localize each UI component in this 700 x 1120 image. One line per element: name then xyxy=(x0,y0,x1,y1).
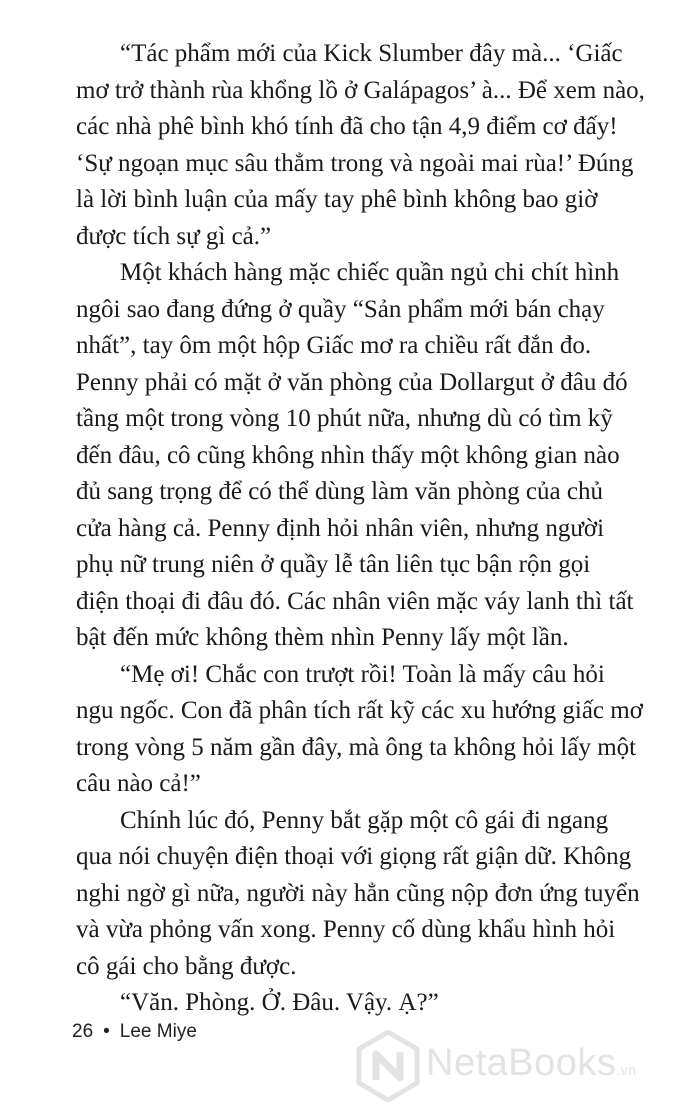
page-number: 26 xyxy=(72,1021,94,1042)
text-line: được tích sự gì cả.” xyxy=(76,222,272,250)
text-line: qua nói chuyện điện thoại với giọng rất giận dữ. Không xyxy=(76,843,632,870)
text-line: đủ sang trọng để có thể dùng làm văn phòng của chủ xyxy=(76,478,603,505)
page-footer xyxy=(72,1021,197,1043)
text-line: ngôi sao đang đứng ở quầy “Sản phẩm mới bán chạy xyxy=(76,295,605,323)
text-line: cô gái cho bằng được. xyxy=(76,952,297,980)
watermark-text xyxy=(426,1042,637,1085)
text-line: điện thoại đi đâu đó. Các nhân viên mặc váy lanh thì tất xyxy=(76,587,634,615)
text-line: đến đâu, cô cũng không nhìn thấy một không gian nào xyxy=(76,441,620,469)
text-line: ‘Sự ngoạn mục sâu thẳm trong và ngoài mai rùa!’ Đúng xyxy=(76,149,634,177)
page-body-text xyxy=(76,36,684,1022)
text-line: Penny phải có mặt ở văn phòng của Dollargut ở đâu đó xyxy=(76,368,628,396)
netabooks-logo-icon xyxy=(356,1030,420,1102)
footer-bullet: • xyxy=(103,1021,110,1042)
text-line: nghi ngờ gì nữa, người này hẳn cũng nộp đơn ứng tuyển xyxy=(76,879,640,907)
watermark-brand: NetaBooks xyxy=(426,1042,617,1084)
netabooks-watermark xyxy=(356,1028,696,1108)
text-line: và vừa phỏng vấn xong. Penny cố dùng khẩu hình hỏi xyxy=(76,916,616,943)
text-line: ngu ngốc. Con đã phân tích rất kỹ các xu hướng giấc mơ xyxy=(76,697,643,724)
text-line: là lời bình luận của mấy tay phê bình không bao giờ xyxy=(76,186,598,213)
text-line: các nhà phê bình khó tính đã cho tận 4,9 điểm cơ đấy! xyxy=(76,113,618,140)
text-line: nhất”, tay ôm một hộp Giấc mơ ra chiều rất đắn đo. xyxy=(76,332,592,359)
watermark-suffix: .vn xyxy=(616,1062,637,1078)
text-line: Chính lúc đó, Penny bắt gặp một cô gái đi ngang xyxy=(120,806,609,834)
text-line: trong vòng 5 năm gần đây, mà ông ta không hỏi lấy một xyxy=(76,733,637,761)
text-line: cửa hàng cả. Penny định hỏi nhân viên, nhưng người xyxy=(76,514,605,542)
text-line: bật đến mức không thèm nhìn Penny lấy một lần. xyxy=(76,624,569,651)
text-line: tầng một trong vòng 10 phút nữa, nhưng dù có tìm kỹ xyxy=(76,405,613,432)
text-line: câu nào cả!” xyxy=(76,770,201,797)
text-line: “Tác phẩm mới của Kick Slumber đây mà... ‘Giấc xyxy=(120,40,623,67)
author-name: Lee Miye xyxy=(119,1021,197,1042)
text-line: mơ trở thành rùa khổng lồ ở Galápagos’ à... Để xem nào, xyxy=(76,76,645,104)
text-line: “Văn. Phòng. Ở. Đâu. Vậy. Ạ?” xyxy=(120,989,439,1016)
text-line: phụ nữ trung niên ở quầy lễ tân liên tục bận rộn gọi xyxy=(76,551,591,578)
text-line: “Mẹ ơi! Chắc con trượt rồi! Toàn là mấy câu hỏi xyxy=(120,660,605,688)
text-line: Một khách hàng mặc chiếc quần ngủ chi chít hình xyxy=(120,259,620,286)
